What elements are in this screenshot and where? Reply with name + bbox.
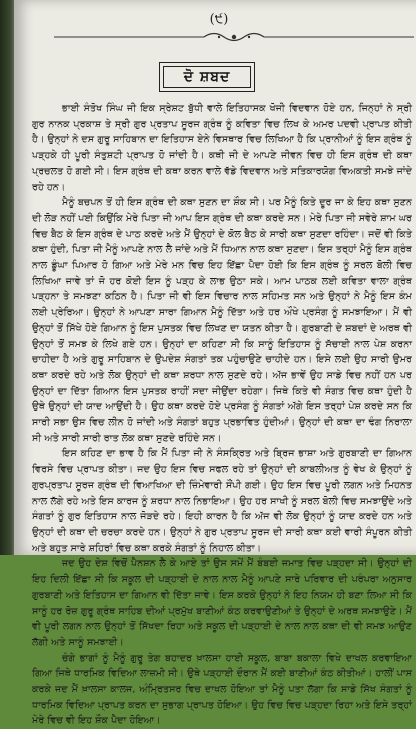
paragraph: ਮੈਨੂੰ ਬਚਪਨ ਤੋਂ ਹੀ ਇਸ ਗ੍ਰੰਥ ਦੀ ਕਥਾ ਸੁਣਨ ਦਾ ਸ਼ੌਕ ਸੀ। ਪਰ ਮੈਨੂੰ ਕਿਤੇ ਦੂਰ ਜਾ ਕੇ ਇਹ ਕਥਾ ਸੁਣਨ ਦੀ ਲੋੜ ਨਹੀਂ ਪਈ ਕਿਉਂਕਿ ਮੇਰੇ ਪਿਤਾ ਜੀ ਆਪ ਇਸ ਗ੍ਰੰਥ ਦੀ ਕਥਾ ਕਰਦੇ ਸਨ। ਮੇਰੇ ਪਿਤਾ ਜੀ ਸਵੇਰੇ ਸ਼ਾਮ ਘਰ ਵਿਚ ਬੈਠ ਕੇ ਇਸ ਗ੍ਰੰਥ ਦੇ ਪਾਠ ਕਰਦੇ ਅਤੇ ਮੈਂ ਉਨ੍ਹਾਂ ਦੇ ਕੋਲ ਬੈਠ ਕੇ ਸਾਰੀ ਕਥਾ ਸੁਣਦਾ ਰਹਿੰਦਾ। ਜਦੋਂ ਵੀ ਕਿਤੇ ਕਥਾ ਹੁੰਦੀ, ਪਿਤਾ ਜੀ ਮੈਨੂੰ ਆਪਣੇ ਨਾਲ ਲੈ ਜਾਂਦੇ ਅਤੇ ਮੈਂ ਧਿਆਨ ਨਾਲ ਕਥਾ ਸੁਣਦਾ। ਇਸ ਤਰ੍ਹਾਂ ਮੈਨੂੰ ਇਸ ਗ੍ਰੰਥ ਨਾਲ ਡੂੰਘਾ ਪਿਆਰ ਹੋ ਗਿਆ ਅਤੇ ਮੇਰੇ ਮਨ ਵਿਚ ਇਹ ਇੱਛਾ ਪੈਦਾ ਹੋਈ ਕਿ ਇਸ ਗ੍ਰੰਥ ਨੂੰ ਸਰਲ ਬੋਲੀ ਵਿਚ ਲਿਖਿਆ ਜਾਵੇ ਤਾਂ ਜੋ ਹਰ ਕੋਈ ਇਸ ਨੂੰ ਪੜ੍ਹ ਕੇ ਲਾਭ ਉਠਾ ਸਕੇ। ਆਮ ਪਾਠਕ ਲਈ ਕਵਿਤਾ ਵਾਲਾ ਗ੍ਰੰਥ ਪੜ੍ਹਨਾ ਤੇ ਸਮਝਣਾ ਕਠਿਨ ਹੈ। ਪਿਤਾ ਜੀ ਵੀ ਇਸ ਵਿਚਾਰ ਨਾਲ ਸਹਿਮਤ ਸਨ ਅਤੇ ਉਨ੍ਹਾਂ ਨੇ ਮੈਨੂੰ ਇਸ ਕੰਮ ਲਈ ਪ੍ਰੇਰਿਆ। ਉਨ੍ਹਾਂ ਨੇ ਆਪਣਾ ਸਾਰਾ ਗਿਆਨ ਮੈਨੂੰ ਦਿੱਤਾ ਅਤੇ ਹਰ ਔਖੇ ਪ੍ਰਸੰਗ ਨੂੰ ਸਮਝਾਇਆ। ਮੈਂ ਵੀ ਉਨ੍ਹਾਂ ਤੋਂ ਸਿੱਖੇ ਹੋਏ ਗਿਆਨ ਨੂੰ ਇਸ ਪੁਸਤਕ ਵਿਚ ਲਿਖਣ ਦਾ ਯਤਨ ਕੀਤਾ ਹੈ। ਗੁਰਬਾਣੀ ਦੇ ਸ਼ਬਦਾਂ ਦੇ ਅਰਥ ਵੀ ਉਨ੍ਹਾਂ ਤੋਂ ਸਮਝ ਕੇ ਲਿਖੇ ਗਏ ਹਨ। ਉਨ੍ਹਾਂ ਦਾ ਕਹਿਣਾ ਸੀ ਕਿ ਸਾਨੂੰ ਇਤਿਹਾਸ ਨੂੰ ਸੱਚਾਈ ਨਾਲ ਪੇਸ਼ ਕਰਨਾ ਚਾਹੀਦਾ ਹੈ ਅਤੇ ਗੁਰੂ ਸਾਹਿਬਾਨ ਦੇ ਉਪਦੇਸ਼ ਸੰਗਤਾਂ ਤਕ ਪਹੁੰਚਾਉਣੇ ਚਾਹੀਦੇ ਹਨ। ਇਸੇ ਲਈ ਉਹ ਸਾਰੀ ਉਮਰ ਕਥਾ ਕਰਦੇ ਰਹੇ ਅਤੇ ਲੋਕ ਉਨ੍ਹਾਂ ਦੀ ਕਥਾ ਸ਼ਰਧਾ ਨਾਲ ਸੁਣਦੇ ਰਹੇ। ਅੱਜ ਭਾਵੇਂ ਉਹ ਸਾਡੇ ਵਿਚ ਨਹੀਂ ਹਨ ਪਰ ਉਨ੍ਹਾਂ ਦਾ ਦਿੱਤਾ ਗਿਆਨ ਇਸ ਪੁਸਤਕ ਰਾਹੀਂ ਸਦਾ ਜੀਉਂਦਾ ਰਹੇਗਾ। ਜਿਥੇ ਕਿਤੇ ਵੀ ਸੰਗਤ ਵਿਚ ਕਥਾ ਹੁੰਦੀ ਹੈ ਉਥੇ ਉਨ੍ਹਾਂ ਦੀ ਯਾਦ ਆਉਂਦੀ ਹੈ। ਉਹ ਕਥਾ ਕਰਦੇ ਹੋਏ ਪ੍ਰਸੰਗ ਨੂੰ ਸੰਗਤਾਂ ਅੱਗੇ ਇਸ ਤਰ੍ਹਾਂ ਪੇਸ਼ ਕਰਦੇ ਸਨ ਕਿ ਸਾਰੀ ਸਭਾ ਉਸ ਵਿਚ ਲੀਨ ਹੋ ਜਾਂਦੀ ਅਤੇ ਸੰਗਤਾਂ ਬਹੁਤ ਪ੍ਰਭਾਵਿਤ ਹੁੰਦੀਆਂ। ਉਨ੍ਹਾਂ ਦੀ ਕਥਾ ਦਾ ਢੰਗ ਨਿਰਾਲਾ ਸੀ ਅਤੇ ਸਾਰੀ ਸਾਰੀ ਰਾਤ ਲੋਕ ਕਥਾ ਸੁਣਦੇ ਰਹਿੰਦੇ ਸਨ। bbox=[32, 197, 412, 444]
decorative-divider bbox=[54, 30, 414, 44]
paragraph: ਇਸ ਕਹਿਣ ਦਾ ਭਾਵ ਹੈ ਕਿ ਮੈਂ ਪਿਤਾ ਜੀ ਨੇ ਸੰਸਕ੍ਰਿਤ ਅਤੇ ਬ੍ਰਿਜ ਭਾਸ਼ਾ ਅਤੇ ਗੁਰਬਾਣੀ ਦਾ ਗਿਆਨ ਵਿਰਸੇ ਵਿਚ ਪ੍ਰਾਪਤ ਕੀਤਾ। ਜਦ ਉਹ ਇਸ ਵਿਚ ਸਫਲ ਰਹੇ ਤਾਂ ਉਨ੍ਹਾਂ ਦੀ ਕਾਬਲੀਅਤ ਨੂੰ ਵੇਖ ਕੇ ਉਨ੍ਹਾਂ ਨੂੰ ਗੁਰਪ੍ਰਤਾਪ ਸੂਰਜ ਗ੍ਰੰਥ ਦੀ ਵਿਆਖਿਆ ਦੀ ਜ਼ਿੰਮੇਵਾਰੀ ਸੌਂਪੀ ਗਈ। ਉਹ ਇਸ ਵਿਚ ਪੂਰੀ ਲਗਨ ਅਤੇ ਮਿਹਨਤ ਨਾਲ ਲੱਗੇ ਰਹੇ ਅਤੇ ਇਸ ਕਾਰਜ ਨੂੰ ਸ਼ਰਧਾ ਨਾਲ ਨਿਭਾਇਆ। ਉਹ ਹਰ ਸਾਖੀ ਨੂੰ ਸਰਲ ਬੋਲੀ ਵਿਚ ਸਮਝਾਉਂਦੇ ਅਤੇ ਸੰਗਤਾਂ ਨੂੰ ਗੁਰ ਇਤਿਹਾਸ ਨਾਲ ਜੋੜਦੇ ਰਹੇ। ਇਹੀ ਕਾਰਨ ਹੈ ਕਿ ਅੱਜ ਵੀ ਲੋਕ ਉਨ੍ਹਾਂ ਨੂੰ ਯਾਦ ਕਰਦੇ ਹਨ ਅਤੇ ਉਨ੍ਹਾਂ ਦੀ ਕਥਾ ਦੀ ਚਰਚਾ ਕਰਦੇ ਹਨ। ਉਨ੍ਹਾਂ ਨੇ ਗੁਰ ਪ੍ਰਤਾਪ ਸੂਰਜ ਦੀ ਸਾਰੀ ਕਥਾ ਕਈ ਵਾਰੀ ਸੰਪੂਰਨ ਕੀਤੀ ਅਤੇ ਬਹੁਤ ਸਾਰੇ ਸ਼ਹਿਰਾਂ ਵਿਚ ਕਥਾ ਕਰਕੇ ਸੰਗਤਾਂ ਨੂੰ ਨਿਹਾਲ ਕੀਤਾ। bbox=[32, 448, 412, 554]
paragraph: ਜਦ ਉਹ ਦੇਸ਼ ਵਿਚੋਂ ਪੈਨਸ਼ਨ ਲੈ ਕੇ ਆਏ ਤਾਂ ਉਸ ਸਮੇਂ ਮੈਂ ਬੰਬਈ ਜਮਾਤ ਵਿਚ ਪੜ੍ਹਦਾ ਸੀ। ਉਨ੍ਹਾਂ ਦੀ ਇਹ ਦਿਲੀ ਇੱਛਾ ਸੀ ਕਿ ਸਕੂਲ ਦੀ ਪੜ੍ਹਾਈ ਦੇ ਨਾਲ ਨਾਲ ਮੈਨੂੰ ਆਪਣੇ ਸਾਰੇ ਪਰਿਵਾਰ ਦੀ ਪਰੰਪਰਾ ਅਨੁਸਾਰ ਗੁਰਬਾਣੀ ਅਤੇ ਇਤਿਹਾਸ ਦਾ ਗਿਆਨ ਵੀ ਦਿੱਤਾ ਜਾਵੇ। ਇਸ ਕਰਕੇ ਉਨ੍ਹਾਂ ਨੇ ਇਹ ਨਿਯਮ ਹੀ ਬਣਾ ਲਿਆ ਸੀ ਕਿ ਸਾਨੂੰ ਹਰ ਰੋਜ਼ ਗੁਰੂ ਗ੍ਰੰਥ ਸਾਹਿਬ ਦੀਆਂ ਪ੍ਰਮੁੱਖ ਬਾਣੀਆਂ ਕੰਠ ਕਰਵਾਉਣੀਆਂ ਤੇ ਉਨ੍ਹਾਂ ਦੇ ਅਰਥ ਸਮਝਾਉਣੇ। ਮੈਂ ਵੀ ਪੂਰੀ ਲਗਨ ਨਾਲ ਉਨ੍ਹਾਂ ਤੋਂ ਸਿੱਖਦਾ ਰਿਹਾ ਅਤੇ ਸਕੂਲ ਦੀ ਪੜ੍ਹਾਈ ਦੇ ਨਾਲ ਨਾਲ ਕਥਾ ਦੀ ਵੀ ਸਮਝ ਆਉਣ ਲੱਗੀ ਅਤੇ ਸਾਨੂੰ ਸਮਝਾਈ। bbox=[32, 558, 412, 648]
page-number: (੯) bbox=[209, 12, 229, 27]
paragraph: ਚੰਗੇ ਭਾਗਾਂ ਨੂੰ ਮੈਨੂੰ ਗੁਰੂ ਤੇਗ ਬਹਾਦਰ ਖ਼ਾਲਸਾ ਹਾਈ ਸਕੂਲ, ਬਾਬਾ ਬਕਾਲਾ ਵਿਖੇ ਦਾਖਲ ਕਰਵਾਇਆ ਗਿਆ ਜਿਥੇ ਧਾਰਮਿਕ ਵਿਦਿਆ ਲਾਜ਼ਮੀ ਸੀ। ਉਥੇ ਪੜ੍ਹਾਈ ਦੌਰਾਨ ਮੈਂ ਕਈ ਬਾਣੀਆਂ ਕੰਠ ਕੀਤੀਆਂ। ਹਾਲੀਂ ਪਾਸ ਕਰਕੇ ਜਦ ਮੈਂ ਖ਼ਾਲਸਾ ਕਾਲਜ, ਅੰਮ੍ਰਿਤਸਰ ਵਿਚ ਦਾਖਲ ਹੋਇਆ ਤਾਂ ਮੈਨੂੰ ਪਤਾ ਲੱਗਾ ਕਿ ਸਾਡੇ ਸਿੱਖ ਸੰਗਤਾਂ ਨੂੰ ਧਾਰਮਿਕ ਵਿਦਿਆ ਪ੍ਰਾਪਤ ਕਰਨ ਦਾ ਸੁਭਾਗ ਪ੍ਰਾਪਤ ਹੋਇਆ। ਉਹ ਵਿਚ ਵਿਚ ਪੜ੍ਹਦਾ ਰਿਹਾ ਅਤੇ ਇਸੇ ਤਰ੍ਹਾਂ ਮੇਰੇ ਵਿਚ ਵੀ ਇਹ ਸ਼ੌਕ ਪੈਦਾ ਹੋਇਆ। bbox=[32, 652, 412, 727]
body-text bbox=[32, 101, 412, 729]
paragraph: ਭਾਈ ਸੰਤੋਖ ਸਿੰਘ ਜੀ ਇਕ ਸ੍ਰੇਸ਼ਟ ਬੁੱਧੀ ਵਾਲੇ ਇਤਿਹਾਸਕ ਖੋਜੀ ਵਿਦਵਾਨ ਹੋਏ ਹਨ, ਜਿਨ੍ਹਾਂ ਨੇ ਸ੍ਰੀ ਗੁਰ ਨਾਨਕ ਪ੍ਰਕਾਸ਼ ਤੇ ਸ੍ਰੀ ਗੁਰ ਪ੍ਰਤਾਪ ਸੂਰਜ ਗ੍ਰੰਥ ਨੂੰ ਕਵਿਤਾ ਵਿਚ ਲਿਖ ਕੇ ਅਮਰ ਪਦਵੀ ਪ੍ਰਾਪਤ ਕੀਤੀ ਹੈ। ਉਨ੍ਹਾਂ ਨੇ ਦਸ ਗੁਰੂ ਸਾਹਿਬਾਨ ਦਾ ਇਤਿਹਾਸ ਏਨੇ ਵਿਸਥਾਰ ਵਿਚ ਲਿਖਿਆ ਹੈ ਕਿ ਪ੍ਰਾਨੀਆਂ ਨੂੰ ਇਸ ਗ੍ਰੰਥ ਨੂੰ ਪੜ੍ਹਕੇ ਹੀ ਪੂਰੀ ਸੰਤੁਸ਼ਟੀ ਪ੍ਰਾਪਤ ਹੋ ਜਾਂਦੀ ਹੈ। ਕਥੀ ਜੀ ਦੇ ਆਪਣੇ ਜੀਵਨ ਵਿਚ ਹੀ ਇਸ ਗ੍ਰੰਥ ਦੀ ਕਥਾ ਪ੍ਰਚਲਤ ਹੋ ਗਈ ਸੀ। ਇਸ ਗ੍ਰੰਥ ਦੀ ਕਥਾ ਕਰਨ ਵਾਲੇ ਵੱਡੇ ਵਿਦਵਾਨ ਅਤੇ ਸਤਿਕਾਰਯੋਗ ਵਿਅਕਤੀ ਸਮਝੇ ਜਾਂਦੇ ਰਹੇ ਹਨ। bbox=[32, 103, 412, 193]
section-heading-box bbox=[159, 62, 255, 92]
book-page bbox=[14, 0, 416, 727]
section-heading: ਦੋ ਸ਼ਬਦ bbox=[183, 69, 231, 85]
